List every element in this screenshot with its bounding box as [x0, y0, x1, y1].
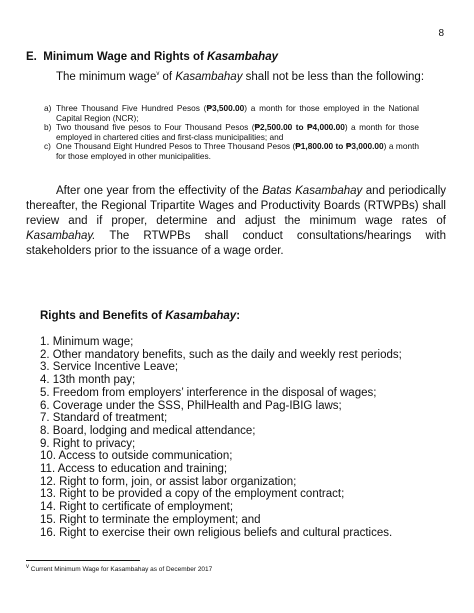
list-item: 3. Service Incentive Leave; [40, 361, 179, 374]
rights-heading-text: Rights and Benefits of [40, 310, 166, 322]
list-marker: c) [44, 141, 51, 151]
list-item: 10. Access to outside communication; [40, 450, 233, 463]
adjustment-italic-2: Kasambahay. [26, 230, 96, 242]
wage-text: ) a month for those employed in the National Capital Region (NCR); [56, 103, 419, 123]
list-item [44, 141, 419, 161]
adjustment-paragraph [26, 184, 446, 259]
list-item: 1. Minimum wage; [40, 336, 134, 348]
section-heading [26, 51, 278, 63]
rights-heading [40, 310, 240, 322]
list-item-text [56, 142, 419, 161]
list-marker: b) [44, 122, 52, 132]
wage-text: ) a month for those employed in chartered cities and first-class municipalities; and [56, 122, 420, 142]
rights-heading-colon: : [236, 310, 241, 322]
footnote-text: Current Minimum Wage for Kasambahay as of December 2017 [29, 566, 213, 573]
list-item: 9. Right to privacy; [40, 437, 136, 450]
footnote-reference: v [156, 71, 160, 78]
intro-paragraph [26, 70, 446, 85]
list-marker: a) [44, 103, 52, 113]
list-item: 15. Right to terminate the employment; and [40, 513, 261, 526]
list-item: 8. Board, lodging and medical attendance; [40, 424, 256, 437]
intro-text-1: The minimum wage [56, 71, 157, 83]
list-item [44, 122, 420, 142]
wage-amount: ₱2,500.00 to ₱4,000.00 [254, 122, 345, 132]
adjustment-text-3: The RTWPBs shall conduct consultations/hearings with stakeholders prior to the issuance of a wage order. [26, 230, 446, 257]
wage-amount: ₱1,800.00 to ₱3,000.00 [295, 141, 384, 151]
wage-text: ) a month for those employed in other municipalities. [56, 141, 419, 161]
rights-heading-italic: Kasambahay [165, 310, 237, 322]
intro-italic: Kasambahay [175, 71, 243, 83]
adjustment-italic-1: Batas Kasambahay [262, 185, 363, 197]
list-item: 5. Freedom from employers’ interference in the disposal of wages; [40, 386, 377, 399]
section-heading-italic: Kasambahay [207, 51, 278, 63]
wage-text: Three Thousand Five Hundred Pesos ( [56, 103, 207, 113]
list-item [44, 103, 419, 123]
list-item: 16. Right to exercise their own religious beliefs and cultural practices. [40, 526, 393, 539]
page-number: 8 [438, 28, 444, 39]
list-item: 2. Other mandatory benefits, such as the daily and weekly rest periods; [40, 348, 402, 361]
footnote [26, 563, 213, 573]
footnote-mark: v [26, 563, 29, 570]
footnote-divider [26, 560, 140, 561]
list-item: 14. Right to certificate of employment; [40, 501, 234, 514]
list-item: 12. Right to form, join, or assist labor organization; [40, 475, 297, 488]
adjustment-text-2: and periodically thereafter, the Regional Tripartite Wages and Productivity Boards (RTWPBs) shall review and if proper, determine and adjust the minimum wage rates of [26, 185, 446, 227]
adjustment-text-1: After one year from the effectivity of the [56, 185, 263, 197]
list-item: 4. 13th month pay; [40, 374, 136, 387]
wage-text: One Thousand Eight Hundred Pesos to Three Thousand Pesos ( [56, 141, 296, 151]
wage-text: Two thousand five pesos to Four Thousand Pesos ( [56, 122, 255, 132]
intro-text-3: shall not be less than the following: [242, 71, 425, 83]
list-item: 13. Right to be provided a copy of the employment contract; [40, 488, 345, 501]
rights-list [40, 336, 402, 539]
wage-rate-list [44, 103, 420, 161]
list-item: 6. Coverage under the SSS, PhilHealth and Pag-IBIG laws; [40, 399, 342, 412]
section-heading-text: E. Minimum Wage and Rights of [26, 51, 208, 63]
list-item: 11. Access to education and training; [40, 463, 228, 476]
list-item: 7. Standard of treatment; [40, 412, 168, 425]
list-item-text [56, 104, 419, 123]
list-item-text [56, 123, 419, 142]
wage-amount: ₱3,500.00 [206, 103, 245, 113]
intro-text-2: of [159, 71, 176, 83]
